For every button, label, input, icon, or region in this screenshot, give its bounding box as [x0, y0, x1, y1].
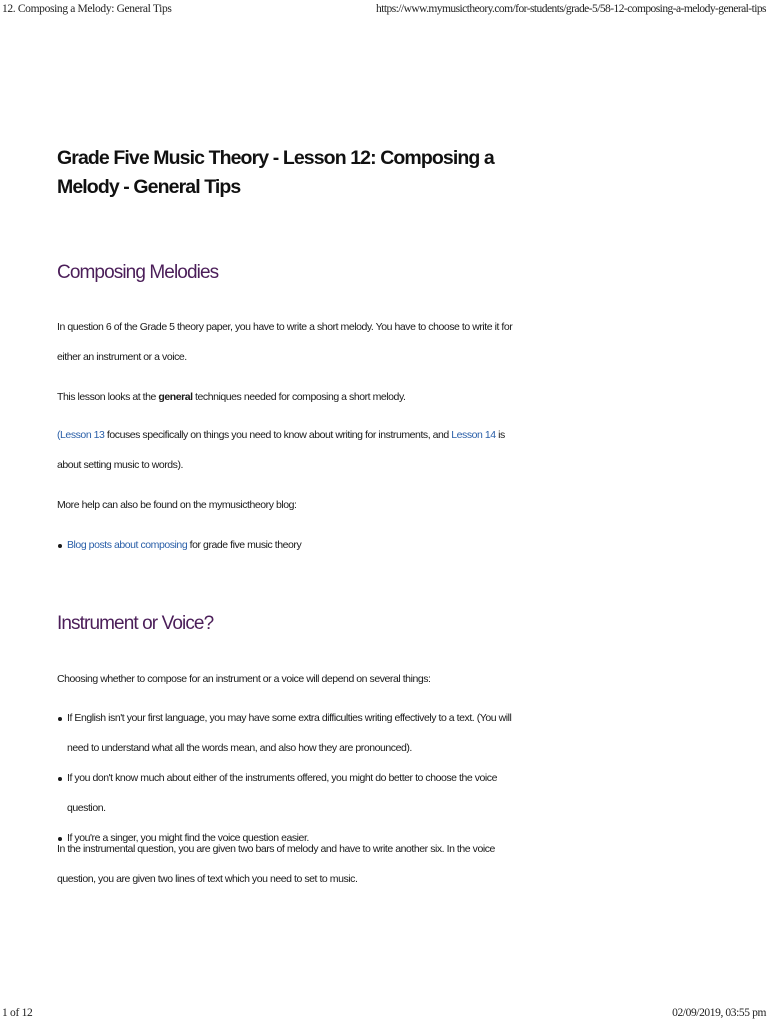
paragraph-question-description: In the instrumental question, you are given two bars of melody and have to write another six. In the voice question, you are given two lines of text which you need to set to music.: [57, 843, 495, 885]
list-item: If you don't know much about either of the instruments offered, you might do better to choose the voice question.: [57, 763, 527, 823]
page-number: 1 of 12: [2, 1007, 33, 1019]
bold-text: general: [158, 391, 193, 403]
paragraph-general-techniques: [57, 382, 527, 412]
list-item: [57, 530, 527, 560]
print-footer: [0, 1004, 768, 1024]
link-lesson-13[interactable]: Lesson 13: [60, 429, 105, 441]
list-item: If English isn't your first language, you may have some extra difficulties writing effectively to a text. (You will need to understand what all the words mean, and also how they are pronounced).: [57, 703, 527, 763]
heading-instrument-or-voice: Instrument or Voice?: [57, 613, 214, 634]
page-title: Grade Five Music Theory - Lesson 12: Composing a Melody - General Tips: [57, 147, 494, 198]
text: focuses specifically on things you need to know about writing for instruments, and: [104, 429, 452, 441]
print-page-title: 12. Composing a Melody: General Tips: [2, 3, 172, 15]
text: is about setting music to words).: [57, 429, 505, 471]
print-header: [0, 0, 768, 20]
paragraph-choosing: Choosing whether to compose for an instrument or a voice will depend on several things:: [57, 673, 431, 685]
print-page-url: https://www.mymusictheory.com/for-students/grade-5/58-12-composing-a-melody-general-tips: [376, 3, 766, 15]
link-lesson-14[interactable]: Lesson 14: [451, 429, 496, 441]
considerations-list: [57, 703, 527, 853]
list-item: If you're a singer, you might find the voice question easier.: [57, 823, 527, 853]
text: techniques needed for composing a short melody.: [192, 391, 406, 403]
paragraph-lessons: [57, 420, 527, 480]
link-blog-posts-composing[interactable]: Blog posts about composing: [67, 539, 188, 551]
text: for grade five music theory: [187, 539, 302, 551]
heading-composing-melodies: Composing Melodies: [57, 262, 219, 283]
blog-links-list: [57, 530, 527, 560]
paragraph-question-6: In question 6 of the Grade 5 theory paper, you have to write a short melody. You have to choose to write it for either an instrument or a voice.: [57, 321, 513, 363]
text: This lesson looks at the: [57, 391, 159, 403]
print-datetime: 02/09/2019, 03:55 pm: [672, 1007, 766, 1019]
link-open-paren[interactable]: (: [57, 429, 61, 441]
paragraph-blog-help: More help can also be found on the mymusictheory blog:: [57, 499, 297, 511]
